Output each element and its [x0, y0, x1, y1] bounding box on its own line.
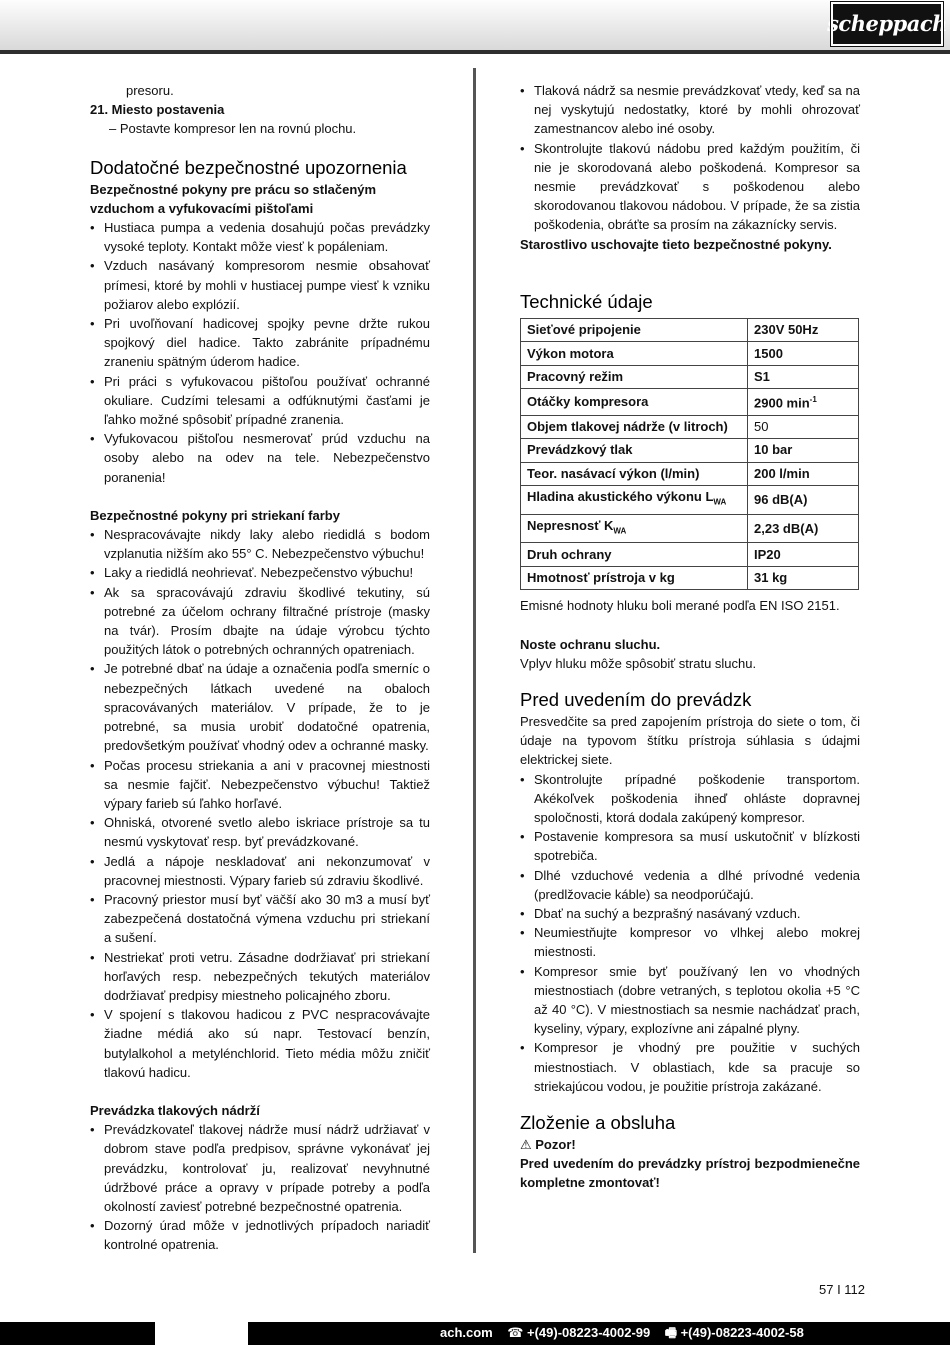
spec-value: 2900 $\min^{-1}$: [748, 389, 859, 415]
page-number: 57 I 112: [819, 1282, 866, 1297]
table-row: [521, 365, 859, 389]
list-item: • Pracovný priestor musí byť väčší ako 30 m3 a musí byť zabezpečená dostatočná výmena vzduchu pri striekaní a sušení.: [90, 890, 430, 948]
continued-text: presoru.: [126, 83, 174, 98]
list-item: • Dbať na suchý a bezprašný nasávaný vzduch.: [520, 904, 860, 923]
technical-data-table: [520, 318, 859, 591]
spec-label: Sieťové pripojenie: [521, 318, 748, 342]
subheading-pressure-tanks: Prevádzka tlakových nádrží: [90, 1102, 260, 1118]
list-item: • Je potrebné dbať na údaje a označenia podľa smerníc o nebezpečných látkach uvedené na obaloch spracovávaných materiálov. V prípade, že to je potrebné, sa musia urobiť dodatočné opatrenia, predovšetkým používať vhodný odev a ochranné masky.: [90, 659, 430, 755]
list-item: • Ohniská, otvorené svetlo alebo iskriace prístroje sa tu nesmú vyskytovať resp. byť prevádzkované.: [90, 813, 430, 851]
attention-label: ⚠ Pozor!: [520, 1137, 576, 1153]
list-item: • Nestriekať proti vetru. Zásadne dodržiavať pri striekaní horľavých resp. nebezpečných tekutých materiálov dodržiavať predpisy miestneho policajného zboru.: [90, 948, 430, 1006]
heading-technical-data: Technické údaje: [520, 290, 653, 312]
spec-value: S1: [748, 365, 859, 389]
before-operation-list: [520, 770, 860, 1096]
column-divider: [473, 68, 476, 1253]
paint-spraying-list: [90, 525, 430, 1082]
footer-website: ach.com: [440, 1325, 493, 1340]
list-item: • Laky a riedidlá neohrievať. Nebezpečenstvo výbuchu!: [90, 563, 430, 582]
spec-value: 230V 50Hz: [748, 318, 859, 342]
spec-label: Hmotnosť prístroja v kg: [521, 566, 748, 590]
list-item: • Kompresor je vhodný pre použitie v suchých miestnostiach. V oblastiach, kde sa pracuje so striekajúcou vodou, je použitie prístroja zakázané.: [520, 1038, 860, 1096]
list-item: • Neumiestňujte kompresor vo vlhkej alebo mokrej miestnosti.: [520, 923, 860, 961]
table-row: [521, 514, 859, 543]
list-item: • Vyfukovacou pištoľou nesmerovať prúd vzduchu na osoby alebo na odev na tele. Nebezpečenstvo poranenia!: [90, 429, 430, 487]
item-21-text: – Postavte kompresor len na rovnú plochu.: [90, 119, 430, 138]
list-item: • Vzduch nasávaný kompresorom nesmie obsahovať prímesi, ktoré by mohli v hustiacej pumpe viesť k vzniku požiarov alebo explózií.: [90, 256, 430, 314]
hearing-protection-text: Vplyv hluku môže spôsobiť stratu sluchu.: [520, 655, 757, 671]
compressed-air-list: [90, 218, 430, 487]
spec-value: 50: [748, 415, 859, 439]
list-item: • Prevádzkovateľ tlakovej nádrže musí nádrž udržiavať v dobrom stave podľa predpisov, správne vykonávať jej prevádzku, kontrolovať ju, realizovať nevyhnutné údržbové práce a opravy v prípade potreby a podľa okolností zaviesť potrebné bezpečnostné opatrenia.: [90, 1120, 430, 1216]
table-row: [521, 415, 859, 439]
spec-label: Nepresnosť $K_{WA}$: [521, 514, 748, 543]
list-item: • Jedlá a nápoje neskladovať ani nekonzumovať v pracovnej miestnosti. Výpary farieb sú zdraviu škodlivé.: [90, 852, 430, 890]
footer-contact: [440, 1324, 804, 1342]
spec-label: Teor. nasávací výkon (l/min): [521, 462, 748, 486]
table-row: [521, 318, 859, 342]
list-item: • Skontrolujte prípadné poškodenie transportom. Akékoľvek poškodenia ihneď ohláste dopravnej spoločnosti, ktorá dodala zakúpený kompresor.: [520, 770, 860, 828]
table-row: [521, 389, 859, 415]
spec-value: 31 kg: [748, 566, 859, 590]
spec-label: Prevádzkový tlak: [521, 439, 748, 463]
heading-before-operation: Pred uvedením do prevádzk: [520, 688, 752, 710]
spec-value: 1500: [748, 342, 859, 366]
table-row: [521, 462, 859, 486]
footer-phone: ☎ +(49)-08223-4002-99: [507, 1325, 651, 1340]
footer-fax: 🖷 +(49)-08223-4002-58: [664, 1325, 804, 1340]
list-item: • Postavenie kompresora sa musí uskutočniť v blízkosti spotrebiča.: [520, 827, 860, 865]
heading-additional-safety: Dodatočné bezpečnostné upozornenia: [90, 156, 407, 178]
pressure-tank-continued-list: [520, 81, 860, 235]
keep-instructions-note: Starostlivo uschovajte tieto bezpečnostné pokyny.: [520, 236, 832, 252]
list-item: • Ak sa spracovávajú zdraviu škodlivé tekutiny, sú potrebné za účelom ochrany filtračné prístroje (masky na tvár). Prosím dbajte na údaje výrobcu týchto použitých látok o potrebných ochranných opatreniach.: [90, 583, 430, 660]
spec-value: 2,23 dB(A): [748, 514, 859, 543]
assembly-note: Pred uvedením do prevádzky prístroj bezpodmienečne kompletne zmontovať!: [520, 1156, 860, 1191]
right-column: [520, 81, 860, 1193]
spec-label: Pracovný režim: [521, 365, 748, 389]
table-row: [521, 543, 859, 567]
list-item: • V spojení s tlakovou hadicou z PVC nespracovávajte žiadne médiá ako sú napr. Testovací benzín, butylalkohol a metylénchlorid. Tieto média môžu zničiť tlakovú hadicu.: [90, 1005, 430, 1082]
spec-label: Hladina akustického výkonu $L_{WA}$: [521, 486, 748, 515]
table-row: [521, 566, 859, 590]
list-item: • Pri uvoľňovaní hadicovej spojky pevne držte rukou spojkový diel hadice. Takto zabránite prípadnému zraneniu spätným úderom hadice.: [90, 314, 430, 372]
spec-value: IP20: [748, 543, 859, 567]
list-item: • Hustiaca pumpa a vedenia dosahujú počas prevádzky vysoké teploty. Kontakt môže viesť k popáleniam.: [90, 218, 430, 256]
spec-label: Výkon motora: [521, 342, 748, 366]
left-column: [90, 81, 430, 1255]
subheading-compressed-air: Bezpečnostné pokyny pre prácu so stlačeným vzduchom a vyfukovacími pištoľami: [90, 181, 377, 216]
list-item: • Skontrolujte tlakovú nádobu pred každým použitím, či nie je skorodovaná alebo poškodená. Kompresor sa nesmie prevádzkovať s poškodenou alebo skorodovanou tlakovou nádobou. V prípade, že sa zistia poškodenia, obráťte sa prosím na zákaznícky servis.: [520, 139, 860, 235]
spec-label: Druh ochrany: [521, 543, 748, 567]
footer-gap: [155, 1322, 248, 1345]
list-item: • Kompresor smie byť používaný len vo vhodných miestnostiach (dobre vetraných, s teplotou okolia +5 °C až 40 °C). V miestnostiach sa nesmie nachádzať prach, kyseliny, výpary, explozívne ani zápalné plyny.: [520, 962, 860, 1039]
header-rule: [0, 50, 950, 54]
table-row: [521, 439, 859, 463]
item-21-title: 21. Miesto postavenia: [90, 102, 225, 118]
before-operation-intro: Presvedčite sa pred zapojením prístroja do siete o tom, či údaje na typovom štítku prístroja súhlasia s údajmi elektrickej siete.: [520, 713, 860, 768]
list-item: • Dlhé vzduchové vedenia a dlhé prívodné vedenia (predlžovacie káble) sa neodporúčajú.: [520, 866, 860, 904]
hearing-protection-title: Noste ochranu sluchu.: [520, 636, 661, 652]
list-item: • Tlaková nádrž sa nesmie prevádzkovať vtedy, keď sa na nej vyskytujú nedostatky, ktoré by mohli ohrozovať zamestnancov alebo iné osoby.: [520, 81, 860, 139]
list-item: • Dozorný úrad môže v jednotlivých prípadoch nariadiť kontrolné opatrenia.: [90, 1216, 430, 1254]
table-row: [521, 486, 859, 515]
spec-value: 10 bar: [748, 439, 859, 463]
list-item: • Nespracovávajte nikdy laky alebo riedidlá s bodom vzplanutia nižším ako 55° C. Nebezpečenstvo výbuchu!: [90, 525, 430, 563]
emission-note: Emisné hodnoty hluku boli merané podľa EN ISO 2151.: [520, 598, 840, 614]
header-band: [0, 0, 950, 50]
heading-assembly: Zloženie a obsluha: [520, 1112, 676, 1134]
spec-label: Objem tlakovej nádrže (v litroch): [521, 415, 748, 439]
scheppach-logo: scheppach: [831, 2, 943, 46]
list-item: • Pri práci s vyfukovacou pištoľou používať ochranné okuliare. Cudzími telesami a odfúknutými časťami je ľahko možné spôsobiť prípadné zranenia.: [90, 372, 430, 430]
pressure-tanks-list: [90, 1120, 430, 1254]
spec-value: 200 l/min: [748, 462, 859, 486]
spec-label: Otáčky kompresora: [521, 389, 748, 415]
subheading-paint-spraying: Bezpečnostné pokyny pri striekaní farby: [90, 507, 340, 523]
table-row: [521, 342, 859, 366]
list-item: • Počas procesu striekania a ani v pracovnej miestnosti sa nesmie fajčiť. Nebezpečenstvo výbuchu! Taktiež výpary farieb sú ľahko horľavé.: [90, 756, 430, 814]
spec-value: 96 dB(A): [748, 486, 859, 515]
